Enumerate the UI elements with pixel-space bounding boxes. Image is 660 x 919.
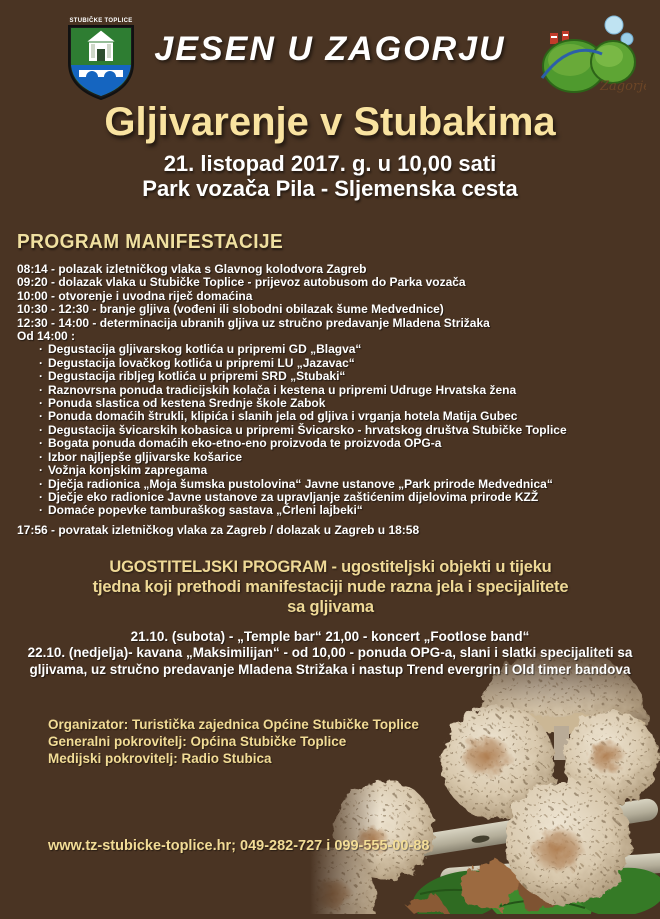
activity-item — [17, 478, 652, 491]
activity-item — [17, 464, 652, 477]
bullet-dot: · — [39, 369, 43, 384]
crest-banner-text: STUBIČKE TOPLICE — [69, 18, 133, 24]
return-train-line: 17:56 - povratak izletničkog vlaka za Zagreb / dolazak u Zagreb u 18:58 — [17, 522, 420, 537]
activity-text: Dječja radionica „Moja šumska pustolovina“ Javne ustanove „Park prirode Medvednica“ — [48, 476, 553, 491]
contact-line: www.tz-stubicke-toplice.hr; 049-282-727 i 099-555-00-88 — [48, 838, 430, 854]
schedule-line: 12:30 - 14:00 - determinacija ubranih gljiva uz stručno predavanje Mladena Strižaka — [17, 315, 490, 330]
bullet-dot: · — [39, 422, 43, 437]
zagorje-logo-label: Zagorje — [600, 79, 646, 94]
bullet-dot: · — [39, 449, 43, 464]
activity-item — [17, 451, 652, 464]
activity-item — [17, 384, 652, 397]
activity-item — [17, 357, 652, 370]
activity-text: Vožnja konjskim zapregama — [48, 463, 208, 478]
mushroom-photo — [310, 644, 660, 919]
activity-text: Degustacija lovačkog kotlića u pripremi LU „Jazavac“ — [48, 355, 355, 370]
activity-item — [17, 437, 652, 450]
activity-text: Degustacija gljivarskog kotlića u pripremi GD „Blagva“ — [48, 342, 362, 357]
credits-section — [48, 716, 419, 767]
schedule-line: 09:20 - dolazak vlaka u Stubičke Toplice - prijevoz autobusom do Parka vozača — [17, 275, 466, 290]
bullet-dot: · — [39, 436, 43, 451]
bullet-dot: · — [39, 489, 43, 504]
activity-text: Degustacija švicarskih kobasica u pripremi Švicarsko - hrvatskog društva Stubičke Toplice — [48, 422, 567, 437]
event-title: Gljivarenje v Stubakima — [104, 100, 556, 144]
activity-item — [17, 410, 652, 423]
activity-text: Dječje eko radionice Javne ustanove za upravljanje zaštićenim dijelovima prirode KZŽ — [48, 489, 539, 504]
parasol-mushrooms-image — [310, 644, 660, 914]
hospitality-events — [16, 629, 644, 678]
activity-text: Bogata ponuda domaćih eko-etno-eno proizvoda te proizvoda OPG-a — [48, 436, 442, 451]
activity-item — [17, 504, 652, 517]
hospitality-heading: UGOSTITELJSKI PROGRAM - ugostiteljski objekti u tijeku tjedna koji prethodi manifestaciji nude razna jela i specijalitete sa gljivama — [92, 557, 568, 616]
credit-line: Medijski pokrovitelj: Radio Stubica — [48, 751, 272, 766]
bullet-dot: · — [39, 503, 43, 518]
credit-line: Organizator: Turistička zajednica Općine Stubičke Toplice — [48, 717, 419, 732]
event-location-line: Park vozača Pila - Sljemenska cesta — [142, 176, 518, 201]
bullet-dot: · — [39, 409, 43, 424]
activity-text: Ponuda slastica od kestena Srednje škole Zabok — [48, 396, 326, 411]
bullet-dot: · — [39, 355, 43, 370]
bullet-dot: · — [39, 463, 43, 478]
zagorje-logo — [534, 12, 646, 101]
activity-text: Domaće popevke tamburaškog sastava „Črleni lajbeki“ — [48, 503, 363, 518]
activity-item — [17, 343, 652, 356]
program-schedule — [17, 263, 652, 330]
activity-text: Izbor najljepše gljivarske košarice — [48, 449, 243, 464]
event-datetime-location — [0, 151, 660, 201]
activity-text: Raznovrsna ponuda tradicijskih kolača i kestena u pripremi Udruge Hrvatska žena — [48, 382, 517, 397]
activity-item — [17, 370, 652, 383]
schedule-line: 10:30 - 12:30 - branje gljiva (vođeni ili slobodni obilazak šume Medvednice) — [17, 302, 444, 317]
event-date-line: 21. listopad 2017. g. u 10,00 sati — [163, 151, 497, 176]
bullet-dot: · — [39, 396, 43, 411]
afternoon-activities-list — [17, 343, 652, 517]
bullet-dot: · — [39, 382, 43, 397]
activity-item — [17, 397, 652, 410]
activity-text: Degustacija ribljeg kotlića u pripremi SRD „Stubaki“ — [48, 369, 346, 384]
hospitality-event-line: 22.10. (nedjelja)- kavana „Maksimilijan“ - od 10,00 - ponuda OPG-a, slani i slatki specijaliteti sa gljivama, uz stručno predavanje Mladena Strižaka i nastup Trend evergrin i Old timer bandova — [27, 645, 633, 677]
festival-title: JESEN U ZAGORJU — [154, 30, 506, 68]
zagorje-hills-icon — [534, 12, 646, 96]
bullet-dot: · — [39, 342, 43, 357]
schedule-line: 08:14 - polazak izletničkog vlaka s Glavnog kolodvora Zagreb — [17, 262, 367, 276]
activity-item — [17, 424, 652, 437]
hospitality-event-line: 21.10. (subota) - „Temple bar“ 21,00 - koncert „Footlose band“ — [130, 629, 530, 644]
program-heading: PROGRAM MANIFESTACIJE — [17, 231, 284, 253]
program-section — [17, 231, 652, 537]
afternoon-label: Od 14:00 : — [17, 329, 76, 344]
hospitality-section — [0, 557, 660, 678]
bullet-dot: · — [39, 476, 43, 491]
schedule-line: 10:00 - otvorenje i uvodna riječ domaćina — [17, 288, 253, 303]
credit-line: Generalni pokrovitelj: Općina Stubičke Toplice — [48, 734, 347, 749]
activity-text: Ponuda domaćih štrukli, klipića i slanih jela od gljiva i vrganja hotela Matija Gubec — [48, 409, 518, 424]
